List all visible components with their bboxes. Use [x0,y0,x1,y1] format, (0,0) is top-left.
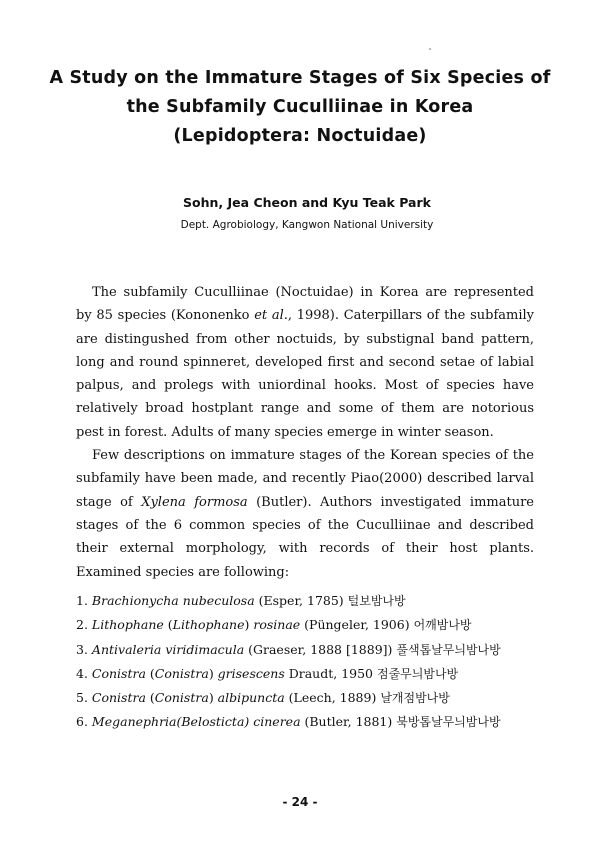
species-list [76,589,546,735]
species-korean-name: 털보밤나방 [347,594,406,608]
paragraph-2-text-a: Few descriptions on immature stages of the Korean species of the subfamily have been made, and recently Piao(2000) described larval stage of [76,448,534,510]
species-number: 3. [76,641,88,657]
species-korean-name: 어깨밤나방 [413,618,472,633]
title-line-1: A Study on the Immature Stages of Six Species of [49,68,551,88]
species-subgenus: Conistra [154,690,209,706]
species-korean-name: 날개점밤나방 [380,691,450,706]
species-paren-open: ( [145,690,155,706]
species-author: (Butler, 1881) [300,714,397,730]
paragraph-1-text-a: The subfamily Cuculliinae (Noctuidae) in Korea are represented by 85 species (Kononenko [76,285,534,324]
species-epithet: grisescens [217,665,285,681]
species-number: 2. [76,617,88,633]
title-line-3: (Lepidoptera: Noctuidae) [173,126,427,146]
abstract [76,281,534,584]
species-scientific-name: Meganephria(Belosticta) cinerea [91,714,301,730]
species-paren-close: ) [208,665,218,681]
species-number: 4. [76,665,88,681]
species-author: (Graeser, 1888 [1889]) [244,641,397,657]
page-number: - 24 - [282,795,318,809]
species-korean-name: 점줄무늬밤나방 [376,666,459,681]
species-paren-close: ) [244,617,254,633]
paragraph-1-text-b: , 1998). Caterpillars of the subfamily are distingushed from other noctuids, by substignal band pattern, long and round spinneret, developed first and second setae of labial palpus, and prolegs with uniordinal hooks. Most of species have relatively broad hostplant range and some of them are notorious pest in forest. Adults of many species emerge in winter season. [76,308,534,440]
paper-title [0,64,600,151]
paragraph-2 [76,444,534,584]
species-paren-close: ) [208,690,218,706]
paragraph-1-italic: et al. [254,308,288,324]
species-number: 5. [76,690,88,706]
species-subgenus: Conistra [154,665,209,681]
paragraph-2-text-b: (Butler). Authors investigated immature stages of the 6 common species of the Cuculliinae and described their external morphology, with records of their host plants. Examined species are following: [76,494,534,580]
species-subgenus: Lithophane [172,617,245,633]
species-genus: Conistra [91,665,146,681]
species-scientific-name: Antivaleria viridimacula [91,641,245,657]
authors: Sohn, Jea Cheon and Kyu Teak Park [183,195,431,210]
species-author: (Püngeler, 1906) [300,617,414,633]
paragraph-2-italic: Xylena formosa [141,494,248,510]
species-scientific-name: Brachionycha nubeculosa [91,593,255,608]
species-item [76,662,546,686]
species-paren-open: ( [145,665,155,681]
species-item [76,686,546,710]
species-epithet: albipuncta [217,690,285,706]
species-item [76,638,546,662]
species-genus: Lithophane [91,617,164,633]
species-korean-name: 북방톱날무늬밤나방 [396,715,501,730]
species-author: Draudt, 1950 [284,665,377,681]
paragraph-1 [76,281,534,444]
species-epithet: rosinae [253,617,301,633]
species-item [76,613,546,637]
scan-dot [429,48,431,50]
species-genus: Conistra [91,690,146,706]
species-author: (Leech, 1889) [284,690,381,706]
species-item [76,710,546,734]
species-korean-name: 풀색톱날무늬밤나방 [396,642,501,657]
species-number: 6. [76,714,88,730]
affiliation: Dept. Agrobiology, Kangwon National University [180,219,434,231]
species-item [76,589,546,613]
species-author: (Esper, 1785) [254,593,348,608]
species-paren-open: ( [163,617,173,633]
species-number: 1. [76,593,88,608]
title-line-2: the Subfamily Cuculliinae in Korea [126,97,474,117]
